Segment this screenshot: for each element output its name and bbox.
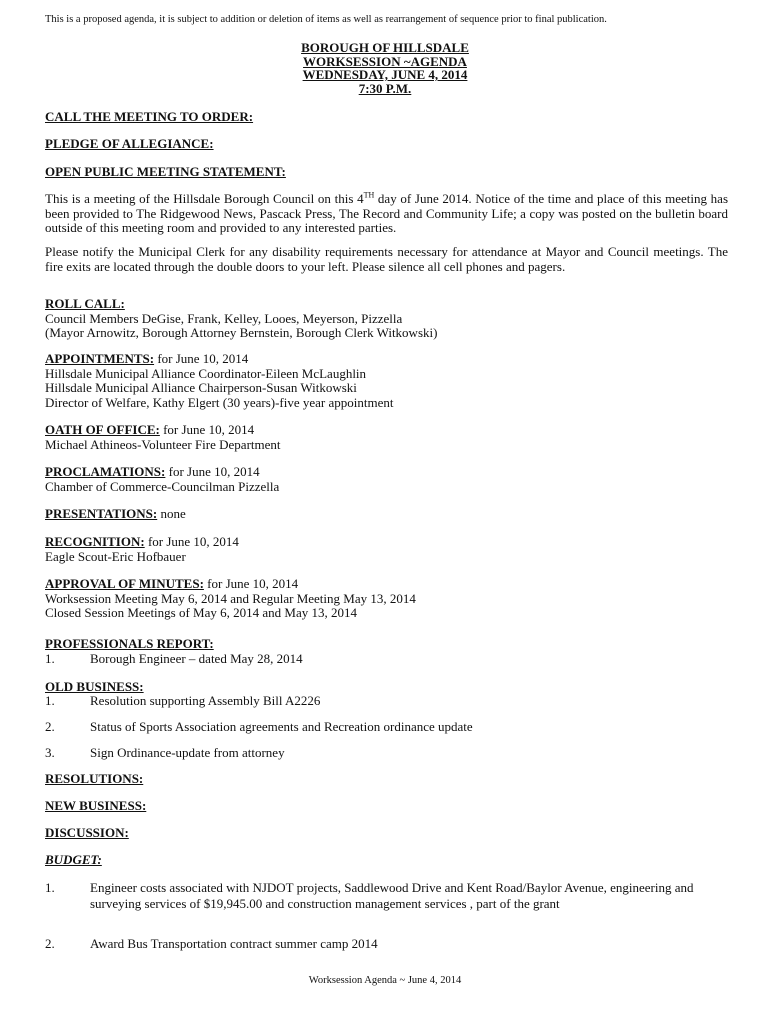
minutes-title (45, 577, 728, 592)
old-business-item (45, 720, 728, 735)
proclamation-item: Chamber of Commerce-Councilman Pizzella (45, 478, 280, 494)
minutes-item: Closed Session Meetings of May 6, 2014 and May 13, 2014 (45, 605, 357, 620)
proclamations-date: for June 10, 2014 (165, 464, 260, 479)
discussion-heading: DISCUSSION: (45, 825, 129, 840)
appointments-section (45, 352, 728, 410)
pledge-heading: PLEDGE OF ALLEGIANCE: (45, 136, 214, 151)
proclamations-heading: PROCLAMATIONS: (45, 464, 166, 479)
roll-call-section (45, 297, 728, 341)
item-number: 2. (45, 719, 55, 734)
item-text: Resolution supporting Assembly Bill A2226 (90, 693, 321, 708)
item-number: 2. (45, 936, 55, 951)
statement-part-b: day of June 2014. Notice of the time and place of this meeting has been provided to The Ridgewood News, Pascack Press, The Record and Community Life; a copy was posted on the bulletin board outside of this meeting room and provided to any interested parties. (45, 191, 729, 235)
item-number: 1. (45, 693, 55, 708)
oath-date: for June 10, 2014 (159, 422, 255, 437)
title-line-worksession: WORKSESSION ~AGENDA (303, 53, 467, 69)
statement-part-a: This is a meeting of the Hillsdale Borough Council on this 4 (45, 191, 364, 206)
resolutions-heading: RESOLUTIONS: (45, 771, 144, 786)
old-business-heading: OLD BUSINESS: (45, 679, 144, 694)
recognition-item: Eagle Scout-Eric Hofbauer (45, 548, 186, 564)
disability-notice: Please notify the Municipal Clerk for any disability requirements necessary for attendance at Mayor and Council meetings. The fire exits are located through the double doors to your left. Please silence all cell phones and pagers. (45, 244, 728, 274)
roll-call-heading: ROLL CALL: (45, 296, 125, 311)
title-line-borough: BOROUGH OF HILLSDALE (301, 40, 469, 55)
recognition-date: for June 10, 2014 (144, 534, 239, 549)
presentations-heading: PRESENTATIONS: (45, 506, 158, 521)
roll-call-officials: (Mayor Arnowitz, Borough Attorney Bernstein, Borough Clerk Witkowski) (45, 325, 438, 340)
budget-item (45, 880, 728, 912)
open-meeting-heading: OPEN PUBLIC MEETING STATEMENT: (45, 164, 286, 179)
appointments-title (45, 352, 728, 367)
roll-call-members: Council Members DeGise, Frank, Kelley, Looes, Meyerson, Pizzella (45, 310, 403, 326)
statement-superscript: TH (363, 190, 375, 200)
minutes-section (45, 577, 728, 621)
oath-heading: OATH OF OFFICE: (45, 422, 160, 437)
new-business-heading: NEW BUSINESS: (45, 798, 147, 813)
oath-item: Michael Athineos-Volunteer Fire Department (45, 436, 281, 452)
budget-heading: BUDGET: (45, 852, 102, 867)
recognition-section (45, 535, 728, 564)
minutes-item: Worksession Meeting May 6, 2014 and Regular Meeting May 13, 2014 (45, 590, 416, 606)
open-meeting-statement (45, 192, 728, 236)
appointments-heading: APPOINTMENTS: (45, 351, 155, 366)
recognition-title (45, 535, 728, 550)
item-text: Award Bus Transportation contract summer camp 2014 (90, 936, 378, 951)
item-text: Status of Sports Association agreements and Recreation ordinance update (90, 719, 473, 734)
title-line-time: 7:30 P.M. (358, 80, 412, 96)
minutes-heading: APPROVAL OF MINUTES: (45, 576, 204, 591)
item-number: 3. (45, 745, 55, 760)
oath-title (45, 423, 728, 438)
item-text: Sign Ordinance-update from attorney (90, 745, 285, 760)
recognition-heading: RECOGNITION: (45, 534, 145, 549)
appointment-item: Hillsdale Municipal Alliance Coordinator-Eileen McLaughlin (45, 365, 367, 381)
budget-item (45, 937, 728, 952)
oath-section (45, 423, 728, 452)
proclamations-section (45, 465, 728, 494)
presentations-value: none (157, 506, 186, 521)
professionals-item (45, 652, 728, 667)
appointment-item: Director of Welfare, Kathy Elgert (30 years)-five year appointment (45, 394, 394, 410)
appointments-date: for June 10, 2014 (154, 351, 249, 366)
page-footer: Worksession Agenda ~ June 4, 2014 (308, 975, 462, 986)
presentations-section (45, 507, 728, 522)
old-business-item (45, 746, 728, 761)
old-business-item (45, 694, 728, 709)
call-to-order-heading: CALL THE MEETING TO ORDER: (45, 109, 254, 124)
disclaimer-notice: This is a proposed agenda, it is subject to addition or deletion of items as well as rearrangement of sequence prior to final publication. (45, 14, 607, 25)
item-text: Engineer costs associated with NJDOT projects, Saddlewood Drive and Kent Road/Baylor Avenue, engineering and surveying services of $19,945.00 and construction management services , part of the grant (90, 880, 694, 911)
agenda-title (0, 41, 770, 95)
proclamations-title (45, 465, 728, 480)
item-text: Borough Engineer – dated May 28, 2014 (90, 651, 303, 666)
item-number: 1. (45, 651, 55, 666)
item-number: 1. (45, 880, 55, 895)
minutes-date: for June 10, 2014 (203, 576, 299, 591)
professionals-heading: PROFESSIONALS REPORT: (45, 636, 214, 651)
appointment-item: Hillsdale Municipal Alliance Chairperson-Susan Witkowski (45, 380, 357, 395)
title-line-date: WEDNESDAY, JUNE 4, 2014 (302, 67, 468, 82)
